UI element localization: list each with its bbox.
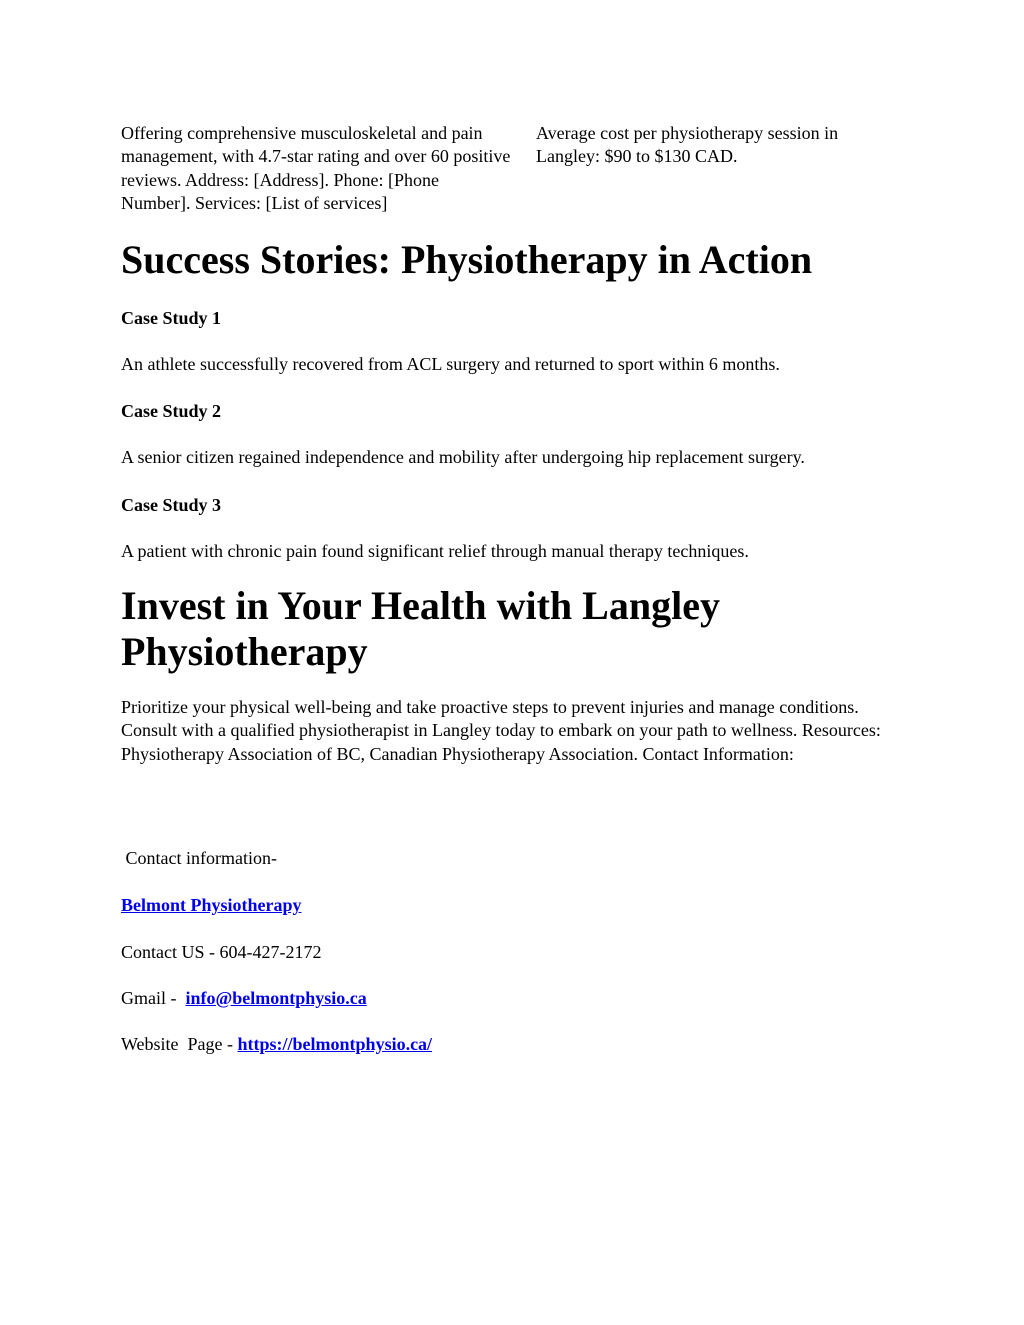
- company-line: [121, 894, 901, 917]
- website-label: Website Page -: [121, 1034, 234, 1055]
- gmail-label: Gmail -: [121, 987, 177, 1008]
- contact-heading: [121, 847, 901, 870]
- invest-body: Prioritize your physical well-being and take proactive steps to prevent injuries and manage conditions. Consult with a qualified physiotherapist in Langley today to embark on your path to wellness. Resources: Physiotherapy Association of BC, Canadian Physiotherapy Association. Contact Information:: [121, 697, 881, 764]
- website-link[interactable]: https://belmontphysio.ca/: [237, 1034, 433, 1055]
- case-study-3-title: Case Study 3: [121, 494, 222, 515]
- case-study-2-text: A senior citizen regained independence and mobility after undergoing hip replacement surgery.: [121, 447, 805, 468]
- success-stories-heading: Success Stories: Physiotherapy in Action: [121, 237, 813, 283]
- intro-columns: [121, 122, 881, 215]
- intro-right-text: Average cost per physiotherapy session in Langley: $90 to $130 CAD.: [536, 123, 839, 167]
- intro-left-text: Offering comprehensive musculoskeletal and pain management, with 4.7-star rating and over 60 positive reviews. Address: [Address]. Phone: [Phone Number]. Services: [List of services]: [121, 123, 511, 213]
- case-study-1-title: Case Study 1: [121, 308, 222, 329]
- company-link[interactable]: Belmont Physiotherapy: [121, 895, 302, 916]
- case-study-3-text: A patient with chronic pain found significant relief through manual therapy techniques.: [121, 540, 749, 561]
- invest-heading-line2: Physiotherapy: [121, 629, 368, 675]
- contact-heading-text: Contact information-: [125, 847, 277, 868]
- case-study-2-title: Case Study 2: [121, 401, 222, 422]
- invest-heading: [121, 583, 901, 675]
- document-page: [121, 122, 901, 1056]
- case-study-1-text: An athlete successfully recovered from ACL surgery and returned to sport within 6 months.: [121, 354, 780, 375]
- gmail-link[interactable]: info@belmontphysio.ca: [185, 987, 367, 1008]
- website-line: [121, 1033, 901, 1056]
- gmail-line: [121, 987, 901, 1010]
- invest-heading-line1: Invest in Your Health with Langley: [121, 583, 720, 629]
- phone-line: Contact US - 604-427-2172: [121, 941, 322, 962]
